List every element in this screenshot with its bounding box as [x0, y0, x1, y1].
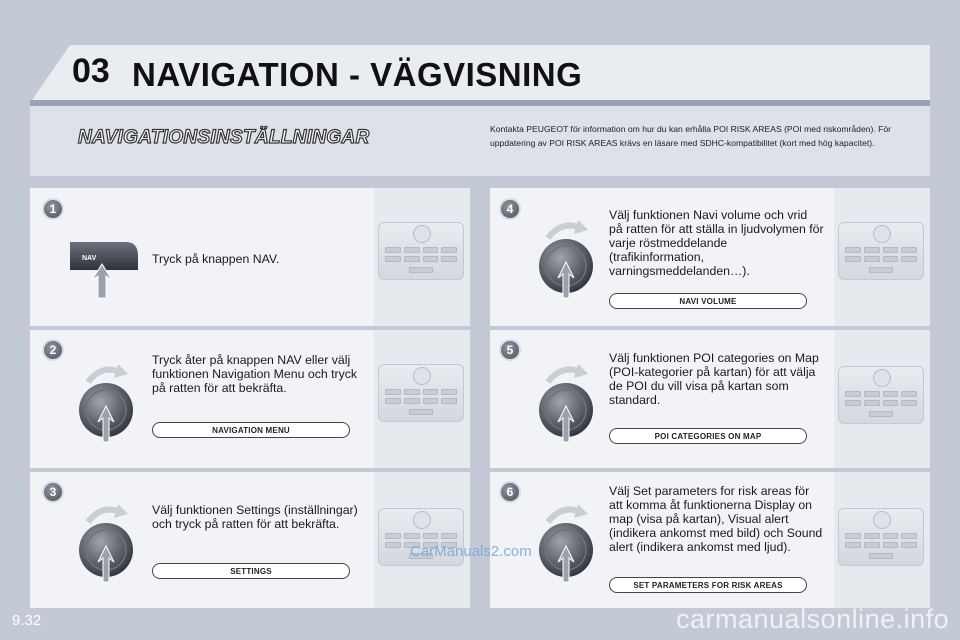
menu-label-settings: SETTINGS [152, 563, 350, 579]
nav-button-text: NAV [82, 255, 97, 262]
step-text-2: Tryck åter på knappen NAV eller välj funktionen Navigation Menu och tryck på ratten för att bekräfta. [152, 353, 358, 395]
step-badge-5: 5 [499, 339, 521, 361]
step-badge-1: 1 [42, 198, 64, 220]
menu-label-poi-categories-on-map: POI CATEGORIES ON MAP [609, 428, 807, 444]
radio-unit-icon [838, 366, 924, 424]
page-title: NAVIGATION - VÄGVISNING [132, 56, 583, 93]
step-text-4: Välj funktionen Navi volume och vrid på ratten för att ställa in ljudvolymen för varje röstmeddelande (trafikinformation, varningsmeddelanden…). [609, 208, 824, 278]
step-badge-4: 4 [499, 198, 521, 220]
watermark-large: carmanualsonline.info [676, 604, 950, 634]
radio-unit-icon [378, 364, 464, 422]
step-badge-3: 3 [42, 481, 64, 503]
radio-unit-icon [838, 508, 924, 566]
step-text-1: Tryck på knappen NAV. [152, 252, 280, 266]
rotary-knob-icon [534, 500, 614, 600]
chapter-number: 03 [72, 52, 110, 90]
info-note: Kontakta PEUGEOT för information om hur du kan erhålla POI RISK AREAS (POI med riskområden). För uppdatering av POI RISK AREAS krävs en läsare med SDHC-kompatibilitet (kort med hög kapacitet). [490, 124, 892, 148]
rotary-knob-icon [534, 216, 614, 316]
menu-label-navi-volume: NAVI VOLUME [609, 293, 807, 309]
watermark-small: CarManuals2.com [410, 543, 532, 560]
rotary-knob-icon [74, 500, 154, 600]
page-number: 9.32 [12, 612, 42, 629]
nav-button-icon [68, 236, 140, 300]
step-text-5: Välj funktionen POI categories on Map (POI-kategorier på kartan) för att välja de POI du vill visa på kartan som standard. [609, 351, 819, 407]
step-text-3: Välj funktionen Settings (inställningar) och tryck på ratten för att bekräfta. [152, 503, 358, 531]
step-text-6: Välj Set parameters for risk areas för att komma åt funktionerna Display on map (visa på kartan), Visual alert (indikera ankomst med bild) och Sound alert (indikera ankomst med ljud). [609, 484, 823, 554]
step-badge-2: 2 [42, 339, 64, 361]
step-badge-6: 6 [499, 481, 521, 503]
rotary-knob-icon [74, 360, 154, 460]
rotary-knob-icon [534, 360, 614, 460]
section-title: NAVIGATIONSINSTÄLLNINGAR [78, 127, 370, 148]
menu-label-navigation-menu: NAVIGATION MENU [152, 422, 350, 438]
menu-label-set-parameters-for-risk-areas: SET PARAMETERS FOR RISK AREAS [609, 577, 807, 593]
radio-unit-icon [378, 222, 464, 280]
radio-unit-icon [838, 222, 924, 280]
